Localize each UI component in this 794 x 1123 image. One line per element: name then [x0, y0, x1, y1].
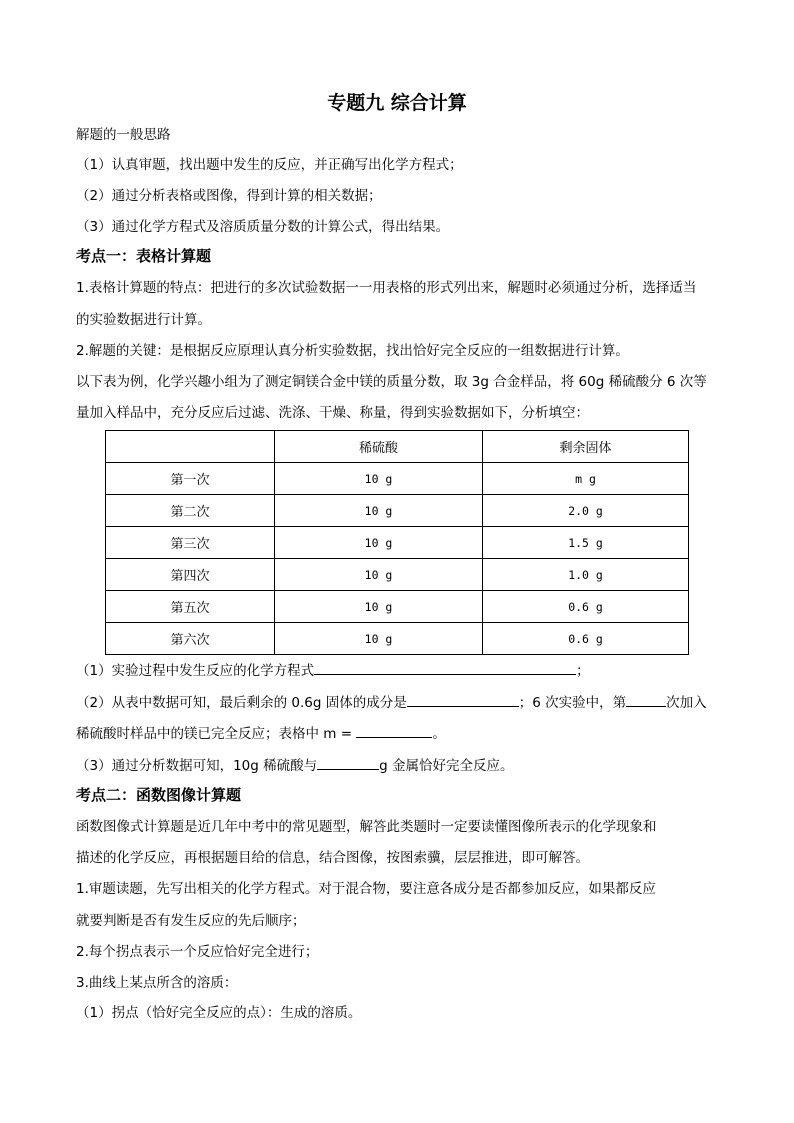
table-cell-trial: 第三次	[106, 527, 275, 559]
table-cell-solid: 0.6 g	[483, 623, 689, 655]
question-1-text: （1）实验过程中发生反应的化学方程式	[76, 663, 315, 679]
intro-heading: 解题的一般思路	[76, 127, 171, 143]
answer-blank-metal[interactable]	[317, 755, 379, 770]
intro-step-1: （1）认真审题，找出题中发生的反应，并正确写出化学方程式；	[76, 157, 463, 173]
section1-p1-line1: 1.表格计算题的特点：把进行的多次试验数据一一用表格的形式列出来，解题时必须通过分析，选择适当	[76, 280, 697, 296]
table-cell-solid: m g	[483, 463, 689, 495]
question-3-text-b: g 金属恰好完全反应。	[379, 758, 514, 774]
section2-p2-line2: 就要判断是否有发生反应的先后顺序；	[76, 913, 306, 929]
table-row	[106, 527, 689, 559]
table-cell-solid: 0.6 g	[483, 591, 689, 623]
question-2-text-a: （2）从表中数据可知，最后剩余的 0.6g 固体的成分是	[76, 695, 407, 711]
table-cell-trial: 第二次	[106, 495, 275, 527]
table-cell-trial: 第五次	[106, 591, 275, 623]
table-row	[106, 463, 689, 495]
question-2-text-c: 次加入	[666, 695, 707, 711]
table-cell-solid: 2.0 g	[483, 495, 689, 527]
section2-p1-line1: 函数图像式计算题是近几年中考中的常见题型，解答此类题时一定要读懂图像所表示的化学现象和	[76, 819, 657, 835]
question-1-end: ；	[576, 663, 590, 679]
table-row	[106, 623, 689, 655]
answer-blank-trial[interactable]	[626, 692, 666, 707]
table-cell-trial: 第四次	[106, 559, 275, 591]
table-cell-acid: 10 g	[275, 463, 483, 495]
table-cell-acid: 10 g	[275, 623, 483, 655]
answer-blank-solid[interactable]	[407, 692, 519, 707]
table-header-cell: 剩余固体	[483, 431, 689, 463]
section2-p4: 3.曲线上某点所含的溶质：	[76, 975, 238, 991]
table-cell-solid: 1.5 g	[483, 527, 689, 559]
section1-p2: 2.解题的关键：是根据反应原理认真分析实验数据，找出恰好完全反应的一组数据进行计算。	[76, 343, 629, 359]
question-2-line2	[76, 723, 446, 744]
section2-heading: 考点二：函数图像计算题	[76, 786, 242, 804]
section2-p3: 2.每个拐点表示一个反应恰好完全进行；	[76, 944, 319, 960]
question-2-line1	[76, 692, 707, 713]
question-1	[76, 660, 590, 681]
section1-heading: 考点一：表格计算题	[76, 247, 212, 265]
table-cell-acid: 10 g	[275, 559, 483, 591]
section2-p5: （1）拐点（恰好完全反应的点）：生成的溶质。	[76, 1005, 362, 1021]
page-title: 专题九 综合计算	[327, 92, 467, 114]
table-header-cell	[106, 431, 275, 463]
intro-step-2: （2）通过分析表格或图像，得到计算的相关数据；	[76, 188, 382, 204]
section1-p1-line2: 的实验数据进行计算。	[76, 312, 211, 328]
section2-p1-line2: 描述的化学反应，再根据题目给的信息，结合图像，按图索骥，层层推进，即可解答。	[76, 850, 589, 866]
table-cell-acid: 10 g	[275, 495, 483, 527]
section2-p2-line1: 1.审题读题，先写出相关的化学方程式。对于混合物，要注意各成分是否都参加反应，如果都反应	[76, 881, 656, 897]
experiment-data-table	[105, 430, 689, 655]
question-2-text-b: ；6 次实验中，第	[518, 695, 627, 711]
table-row	[106, 559, 689, 591]
answer-blank-equation[interactable]	[314, 660, 576, 675]
section1-p3-line1: 以下表为例，化学兴趣小组为了测定铜镁合金中镁的质量分数，取 3g 合金样品，将 60g 稀硫酸分 6 次等	[76, 374, 707, 390]
intro-step-3: （3）通过化学方程式及溶质质量分数的计算公式，得出结果。	[76, 219, 450, 235]
table-row	[106, 495, 689, 527]
table-row	[106, 591, 689, 623]
question-3-text-a: （3）通过分析数据可知，10g 稀硫酸与	[76, 758, 318, 774]
question-3	[76, 755, 514, 776]
table-header-cell: 稀硫酸	[275, 431, 483, 463]
table-cell-solid: 1.0 g	[483, 559, 689, 591]
table-header-row	[106, 431, 689, 463]
section1-p3-line2: 量加入样品中，充分反应后过滤、洗涤、干燥、称量，得到实验数据如下，分析填空：	[76, 405, 589, 421]
table-cell-acid: 10 g	[275, 527, 483, 559]
question-2-text-d: 稀硫酸时样品中的镁已完全反应；表格中 m =	[76, 726, 353, 742]
table-cell-trial: 第六次	[106, 623, 275, 655]
question-2-text-e: 。	[432, 726, 446, 742]
table-cell-trial: 第一次	[106, 463, 275, 495]
answer-blank-m[interactable]	[356, 723, 432, 738]
table-cell-acid: 10 g	[275, 591, 483, 623]
